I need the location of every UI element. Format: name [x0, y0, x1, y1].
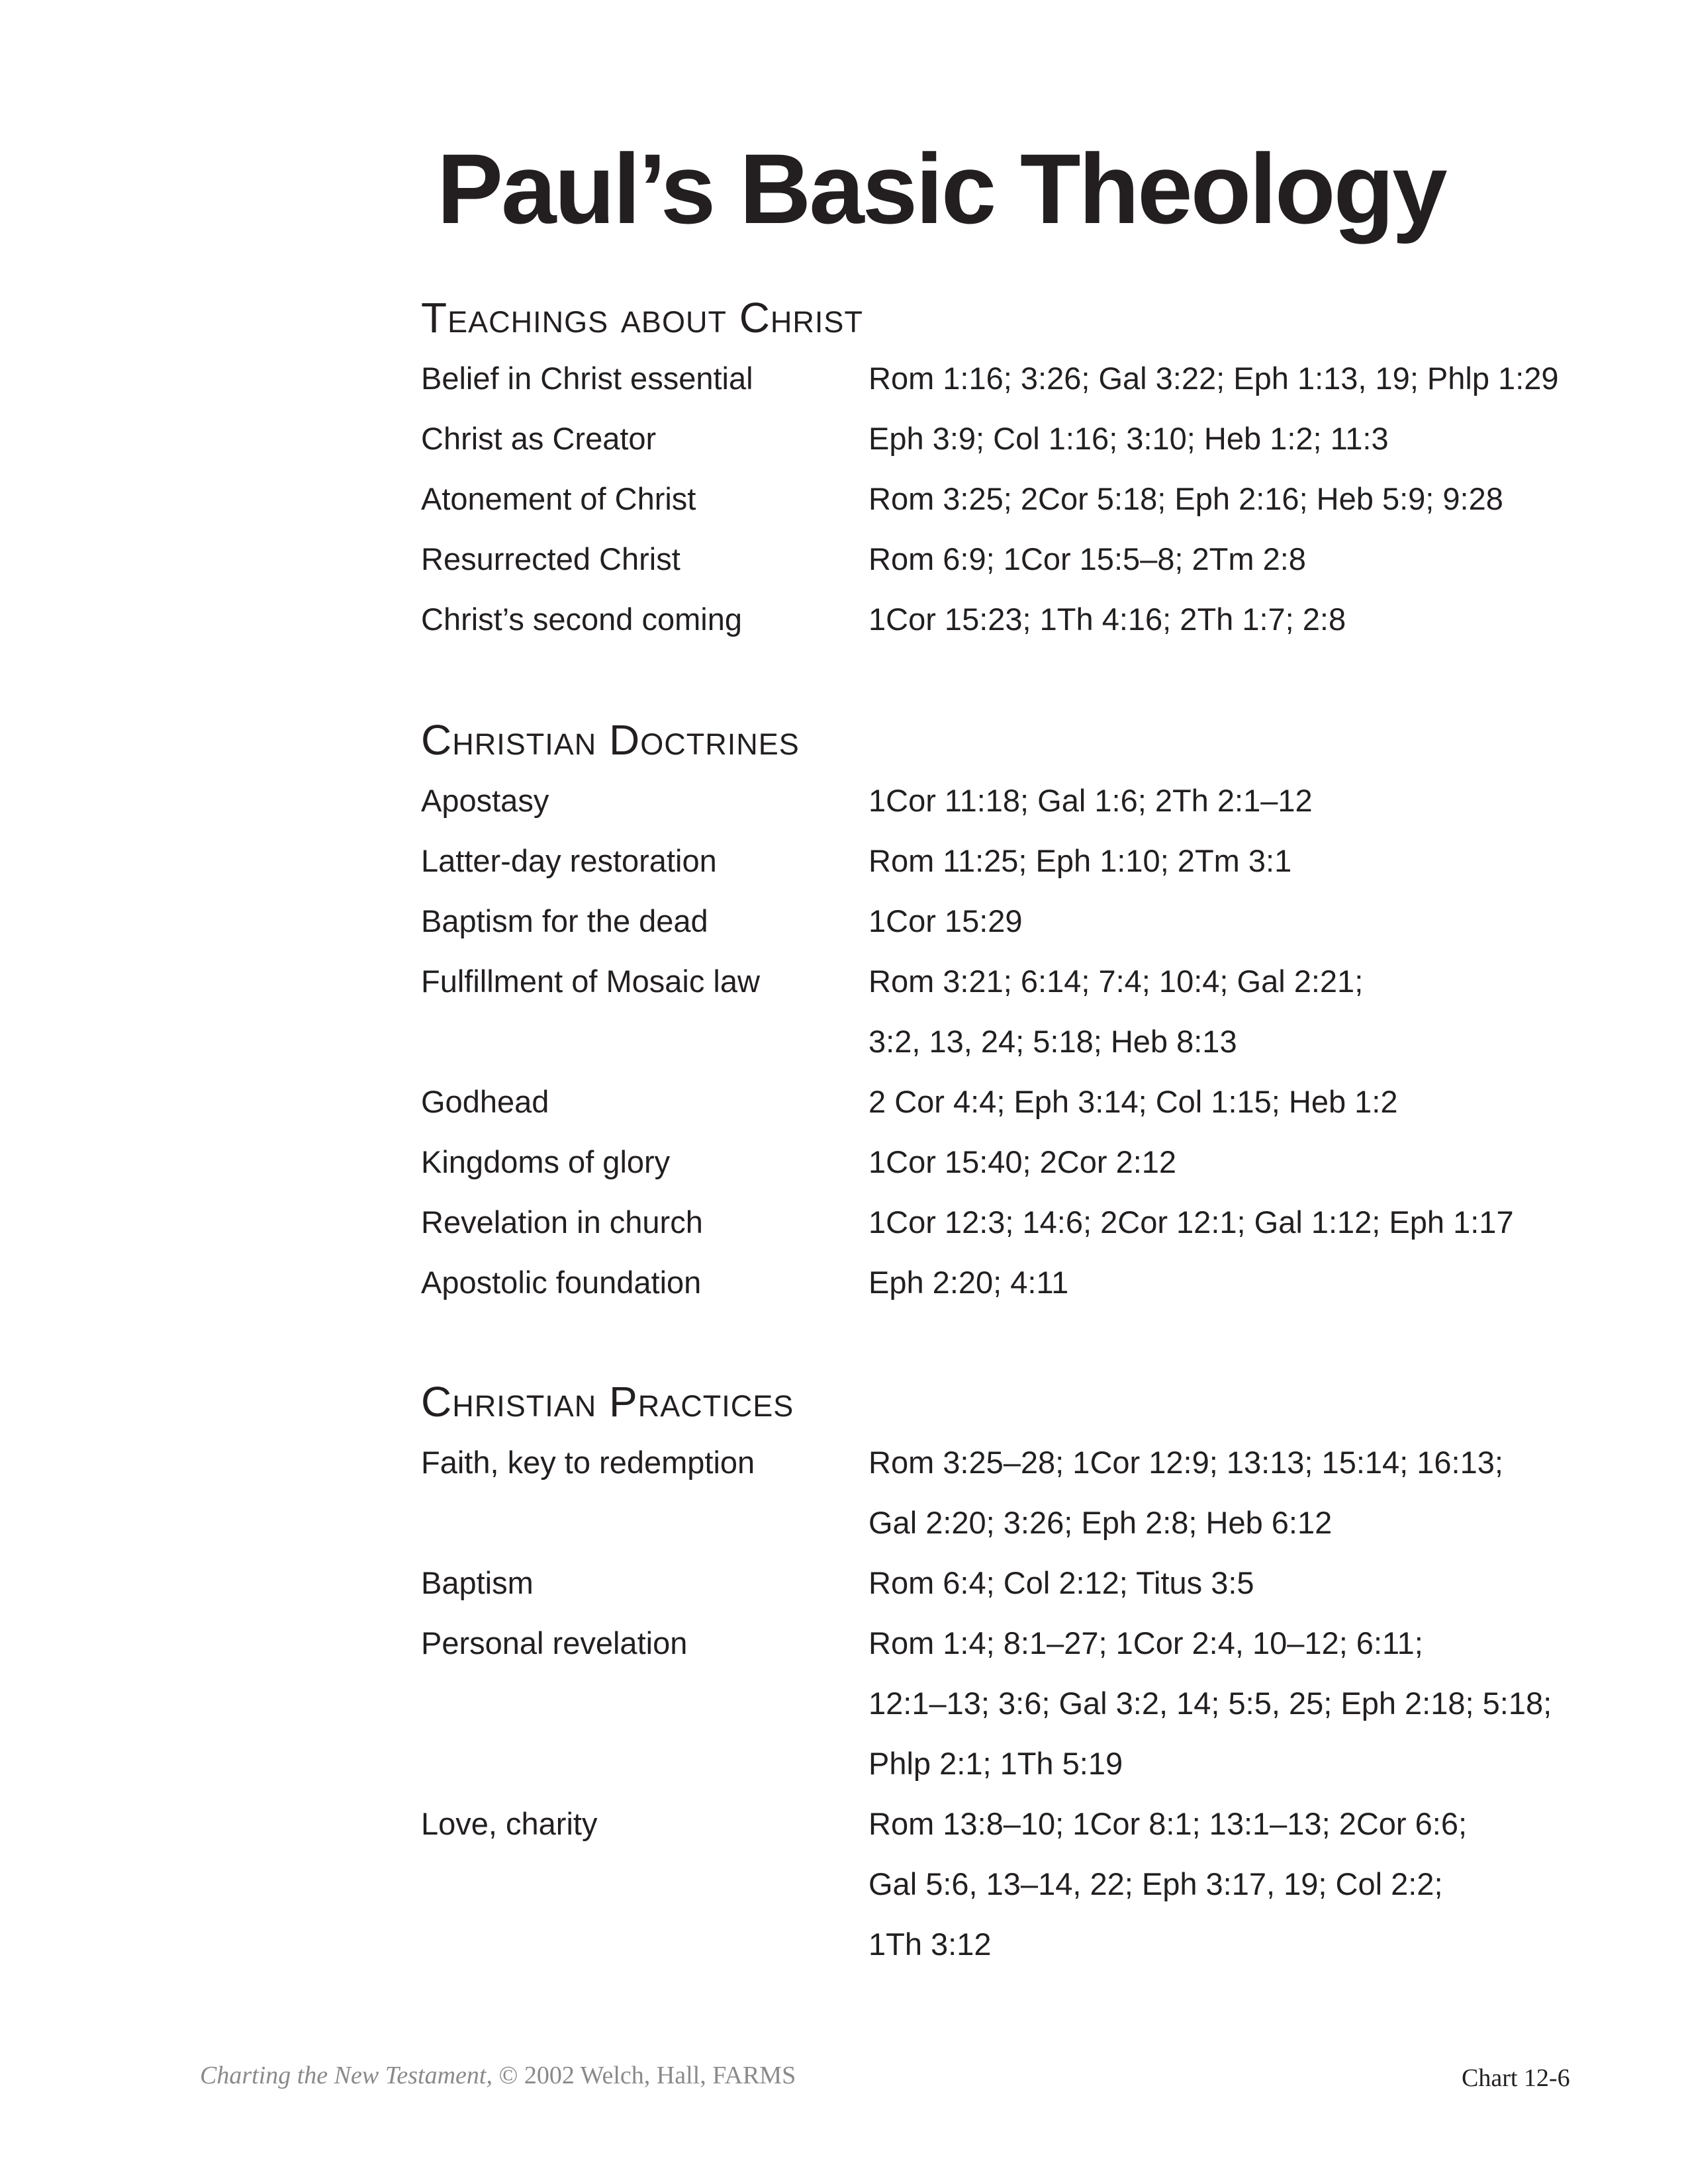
list-item: [421, 1252, 1586, 1312]
topic-label: Kingdoms of glory: [421, 1144, 671, 1179]
section-heading: Christian Doctrines: [421, 716, 800, 764]
topic-label: Revelation in church: [421, 1205, 703, 1240]
scripture-references: [868, 1192, 1583, 1252]
scripture-references: [868, 1553, 1583, 1613]
scripture-references: [868, 1071, 1583, 1132]
scripture-references: [868, 831, 1583, 891]
scripture-references: [868, 891, 1583, 951]
scripture-references: [868, 1132, 1583, 1192]
topic-label: Baptism for the dead: [421, 903, 708, 938]
list-item: [421, 469, 1586, 529]
topic-label: Apostolic foundation: [421, 1265, 702, 1300]
list-item: [421, 348, 1586, 408]
scripture-references: [868, 951, 1583, 1071]
topic-label: Personal revelation: [421, 1625, 688, 1661]
footer-chart-label: Chart 12-6: [1462, 2064, 1570, 2092]
topic-label: Godhead: [421, 1084, 549, 1119]
reference-line: Phlp 2:1; 1Th 5:19: [868, 1746, 1123, 1781]
reference-line: 1Cor 15:40; 2Cor 2:12: [868, 1144, 1177, 1179]
reference-line: Eph 3:9; Col 1:16; 3:10; Heb 1:2; 11:3: [868, 421, 1389, 456]
reference-line: Rom 3:25–28; 1Cor 12:9; 13:13; 15:14; 16:13;: [868, 1445, 1503, 1480]
scripture-references: [868, 348, 1583, 408]
reference-line: Rom 11:25; Eph 1:10; 2Tm 3:1: [868, 843, 1292, 878]
section-teachings-about-christ: [421, 287, 1586, 649]
scripture-references: [868, 469, 1583, 529]
section-heading: Christian Practices: [421, 1378, 794, 1426]
reference-line: 2 Cor 4:4; Eph 3:14; Col 1:15; Heb 1:2: [868, 1084, 1398, 1119]
reference-line: Rom 13:8–10; 1Cor 8:1; 13:1–13; 2Cor 6:6;: [868, 1806, 1468, 1841]
topic-label: Faith, key to redemption: [421, 1445, 755, 1480]
reference-line: Rom 3:25; 2Cor 5:18; Eph 2:16; Heb 5:9; 9:28: [868, 481, 1503, 516]
topic-label: Christ’s second coming: [421, 602, 743, 637]
section-heading: Teachings about Christ: [421, 294, 863, 341]
list-item: [421, 1071, 1586, 1132]
topic-label: Fulfillment of Mosaic law: [421, 964, 760, 999]
reference-line: 1Cor 15:29: [868, 903, 1023, 938]
list-item: [421, 408, 1586, 469]
topic-label: Love, charity: [421, 1806, 598, 1841]
reference-line: 3:2, 13, 24; 5:18; Heb 8:13: [868, 1024, 1237, 1059]
list-item: [421, 891, 1586, 951]
list-item: [421, 1432, 1586, 1553]
list-item: [421, 951, 1586, 1071]
topic-label: Resurrected Christ: [421, 541, 680, 576]
scripture-references: [868, 1794, 1583, 1974]
reference-line: 1Th 3:12: [868, 1927, 992, 1962]
reference-line: Gal 5:6, 13–14, 22; Eph 3:17, 19; Col 2:2;: [868, 1866, 1443, 1901]
topic-label: Baptism: [421, 1565, 534, 1600]
reference-line: Rom 1:16; 3:26; Gal 3:22; Eph 1:13, 19; Phlp 1:29: [868, 361, 1559, 396]
reference-line: Rom 1:4; 8:1–27; 1Cor 2:4, 10–12; 6:11;: [868, 1625, 1423, 1661]
footer-source: [200, 2060, 796, 2091]
list-item: [421, 1794, 1586, 1974]
topic-label: Apostasy: [421, 783, 549, 818]
list-item: [421, 1192, 1586, 1252]
list-item: [421, 529, 1586, 589]
footer-book-title: Charting the New Testament,: [200, 2062, 492, 2089]
scripture-references: [868, 529, 1583, 589]
scripture-references: [868, 770, 1583, 831]
section-christian-practices: [421, 1371, 1586, 1974]
scripture-references: [868, 589, 1583, 649]
list-item: [421, 589, 1586, 649]
scripture-references: [868, 408, 1583, 469]
reference-line: Gal 2:20; 3:26; Eph 2:8; Heb 6:12: [868, 1505, 1333, 1540]
list-item: [421, 831, 1586, 891]
reference-line: 1Cor 12:3; 14:6; 2Cor 12:1; Gal 1:12; Eph 1:17: [868, 1205, 1514, 1240]
scripture-references: [868, 1252, 1583, 1312]
topic-label: Atonement of Christ: [421, 481, 696, 516]
list-item: [421, 770, 1586, 831]
topic-label: Latter-day restoration: [421, 843, 717, 878]
topic-label: Belief in Christ essential: [421, 361, 753, 396]
list-item: [421, 1613, 1586, 1794]
list-item: [421, 1553, 1586, 1613]
scripture-references: [868, 1432, 1583, 1553]
reference-line: 1Cor 11:18; Gal 1:6; 2Th 2:1–12: [868, 783, 1313, 818]
list-item: [421, 1132, 1586, 1192]
reference-line: 1Cor 15:23; 1Th 4:16; 2Th 1:7; 2:8: [868, 602, 1346, 637]
reference-line: Eph 2:20; 4:11: [868, 1265, 1069, 1300]
reference-line: Rom 6:4; Col 2:12; Titus 3:5: [868, 1565, 1254, 1600]
topic-label: Christ as Creator: [421, 421, 657, 456]
section-christian-doctrines: [421, 709, 1586, 1312]
reference-line: Rom 3:21; 6:14; 7:4; 10:4; Gal 2:21;: [868, 964, 1364, 999]
scripture-references: [868, 1613, 1583, 1794]
footer-copyright: © 2002 Welch, Hall, FARMS: [492, 2062, 796, 2089]
reference-line: 12:1–13; 3:6; Gal 3:2, 14; 5:5, 25; Eph 2:18; 5:18;: [868, 1686, 1552, 1721]
page-title: Paul’s Basic Theology: [437, 133, 1446, 244]
reference-line: Rom 6:9; 1Cor 15:5–8; 2Tm 2:8: [868, 541, 1306, 576]
